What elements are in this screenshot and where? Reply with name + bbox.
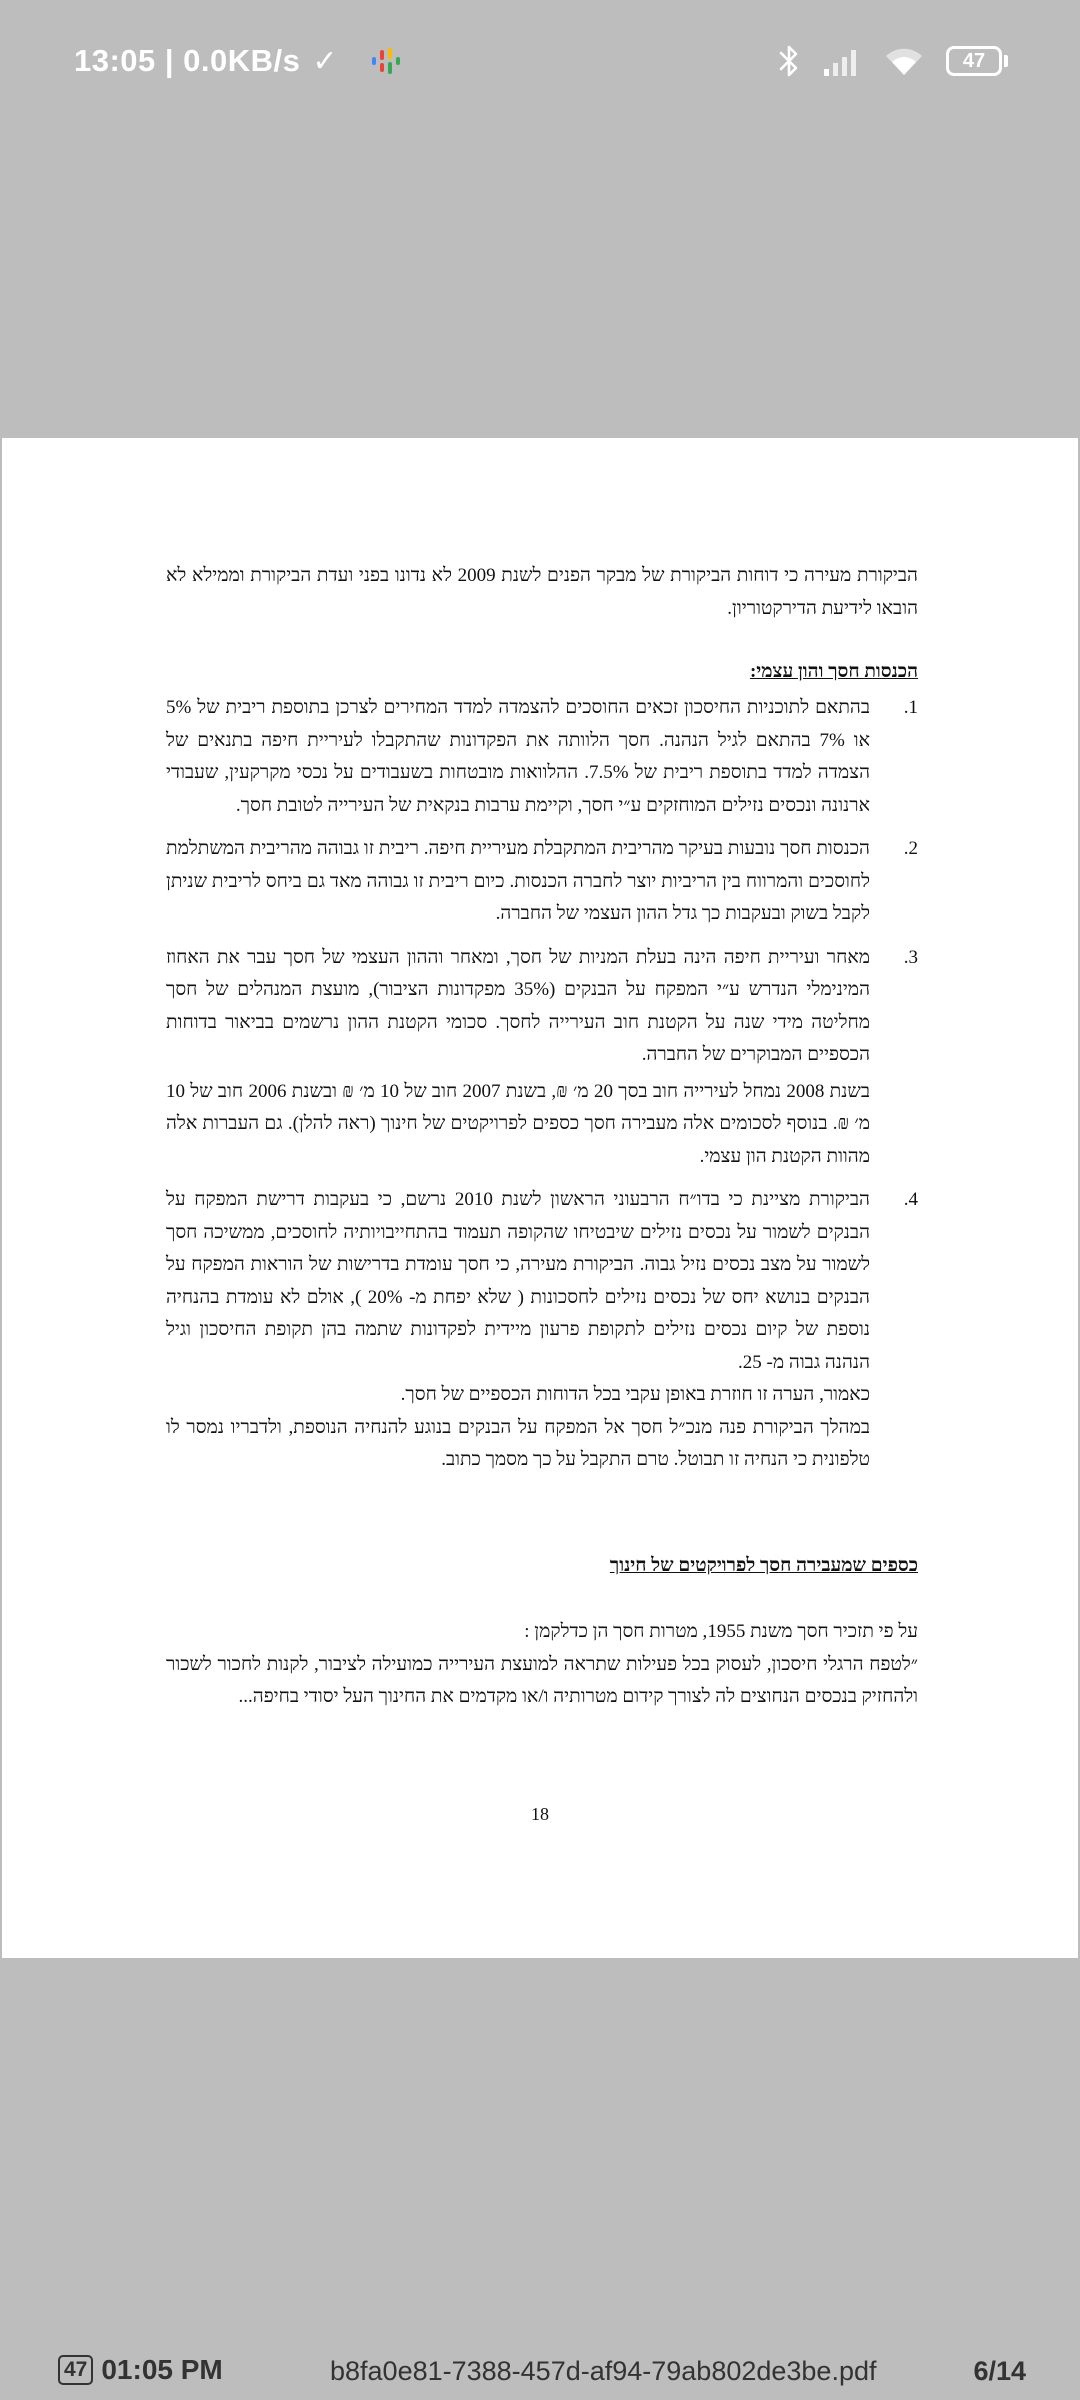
battery-level: 47 — [946, 46, 1002, 76]
section-heading-education: כספים שמעבירה חסך לפרויקטים של חינוך — [609, 1555, 918, 1576]
list-item-subparagraph: בשנת 2008 נמחל לעירייה חוב בסך 20 מ׳ ₪, בשנת 2007 חוב של 10 מ׳ ₪ ובשנת 2006 חוב של 10 מ׳ ₪. בנוסף לסכומים אלה מעבירה חסך כספים לפרויקטים של חינוך (ראה להלן). גם העברות אלה מהוות הקטנת הון עצמי. — [166, 1080, 871, 1167]
intro-text: הביקורת מעירה כי דוחות הביקורת של מבקר הפנים לשנת 2009 לא נדונו בפני ועדת הביקורת וממילא לא הובאו לידיעת הדירקטוריון. — [166, 565, 918, 619]
status-bar — [0, 0, 1080, 120]
page-number: 18 — [531, 1804, 549, 1824]
reader-time: 01:05 PM — [101, 2354, 223, 2385]
status-time-speed: 13:05 | 0.0KB/s — [74, 43, 301, 78]
signal-icon — [822, 45, 862, 77]
battery-icon: 47 — [58, 2355, 93, 2385]
battery-tip — [1004, 55, 1008, 67]
closing-lead: על פי תזכיר חסך משנת 1955, מטרות חסך הן כדלקמן : — [524, 1621, 918, 1642]
list-item-number: 1. — [903, 697, 918, 718]
list-item — [166, 1184, 918, 1477]
battery-icon — [946, 46, 1008, 76]
section-heading-savings-income: הכנסות חסך והון עצמי: — [749, 661, 918, 682]
reader-clock — [58, 2354, 223, 2386]
status-left — [74, 36, 404, 86]
list-item — [166, 692, 918, 822]
podcast-app-icon — [370, 46, 404, 76]
list-item — [166, 833, 918, 931]
check-download-icon: ✓ — [312, 44, 339, 78]
list-item-text: הביקורת מציינת כי בדו״ח הרבעוני הראשון לשנת 2010 נרשם, כי בעקבות דרישת המפקח על הבנקים לשמור על נכסים נזילים שיבטיחו שהקופה תעמוד בהתחייבויותיה לחוסכים, ממשיכה חסך לשמור על מצב נכסים נזיל גבוה. הביקורת מעירה, כי חסך עומדת בדרישות של הוראות המפקח על הבנקים בנושא יחס של נכסים נזילים לחסכונות ( שלא יפחת מ- 20% ), אולם לא עומדת בהנחיה נוספת של קיום נכסים נזילים לתקופת פרעון מיידית לפקדונות שתמה בהן תקופת החיסכון וגיל הנהנה גבוה מ- 25. — [166, 1189, 870, 1373]
list-item-number: 3. — [903, 946, 918, 968]
closing-quote: ״לטפח הרגלי חיסכון, לעסוק בכל פעילות שתראה למועצת העירייה כמועילה לציבור, לקנות לחכור לשכור ולהחזיק בנכסים הנחוצים לה לצורך קידום מטרותיה ו/או מקדמים את החינוך העל יסודי בחיפה... — [166, 1653, 918, 1707]
bluetooth-icon — [778, 44, 800, 78]
intro-paragraph — [166, 560, 918, 625]
list-item-text: בהתאם לתוכניות החיסכון זכאים החוסכים להצמדה למדד המחירים לצרכן בתוספת ריבית של 5% או 7% בהתאם לגיל הנהנה. חסך הלוותה את הפקדונות שהתקבלו לעיריית חיפה בתנאים של הצמדה למדד בתוספת ריבית של 7.5%. ההלוואות מובטחות בשעבודים על נכסי מקרקעין, שעבודי ארנונה ונכסים נזילים המוחזקים ע״י חסך, וקיימת ערבות בנקאית של העירייה לטובת חסך. — [166, 697, 871, 816]
list-item-number: 2. — [903, 838, 918, 859]
wifi-icon — [884, 45, 924, 77]
pdf-page[interactable] — [2, 438, 1078, 1958]
page-indicator[interactable]: 6/14 — [973, 2356, 1026, 2386]
reader-bottom-bar — [0, 2350, 1080, 2400]
list-item-subparagraph: במהלך הביקורת פנה מנכ״ל חסך אל המפקח על הבנקים בנוגע להנחיה הנוספת, ולדבריו נמסר לו טלפונית כי הנחיה זו תבוטל. טרם התקבל על כך מסמך כתוב. — [166, 1416, 870, 1470]
numbered-list — [166, 692, 918, 1488]
closing-paragraph — [166, 1616, 918, 1714]
list-item-subparagraph: כאמור, הערה זו חוזרת באופן עקבי בכל הדוחות הכספיים של חסך. — [400, 1384, 870, 1405]
list-item — [166, 942, 918, 1174]
list-item-number: 4. — [903, 1189, 918, 1210]
list-item-text: מאחר ועיריית חיפה הינה בעלת המניות של חסך, ומאחר וההון העצמי של חסך עבר את האחוז המינימלי הנדרש ע״י המפקח על הבנקים (35% מפקדונות הציבור), מועצת המנהלים של חסך מחליטה מידי שנה על הקטנת חוב העירייה לחסך. סכומי הקטנת ההון נרשמים בביאור בדוחות הכספיים המבוקרים של החברה. — [166, 946, 870, 1065]
status-right — [778, 36, 1008, 86]
list-item-text: הכנסות חסך נובעות בעיקר מהריבית המתקבלת מעיריית חיפה. ריבית זו גבוהה מהריבית המשתלמת לחוסכים והמרווח בין הריביות יוצר לחברה הכנסות. כיום ריבית זו גבוהה מאד גם ביחס לריבית שניתן לקבל בשוק ובעקבות כך גדל ההון העצמי של החברה. — [166, 838, 870, 924]
file-name: b8fa0e81-7388-457d-af94-79ab802de3be.pdf — [330, 2356, 877, 2386]
